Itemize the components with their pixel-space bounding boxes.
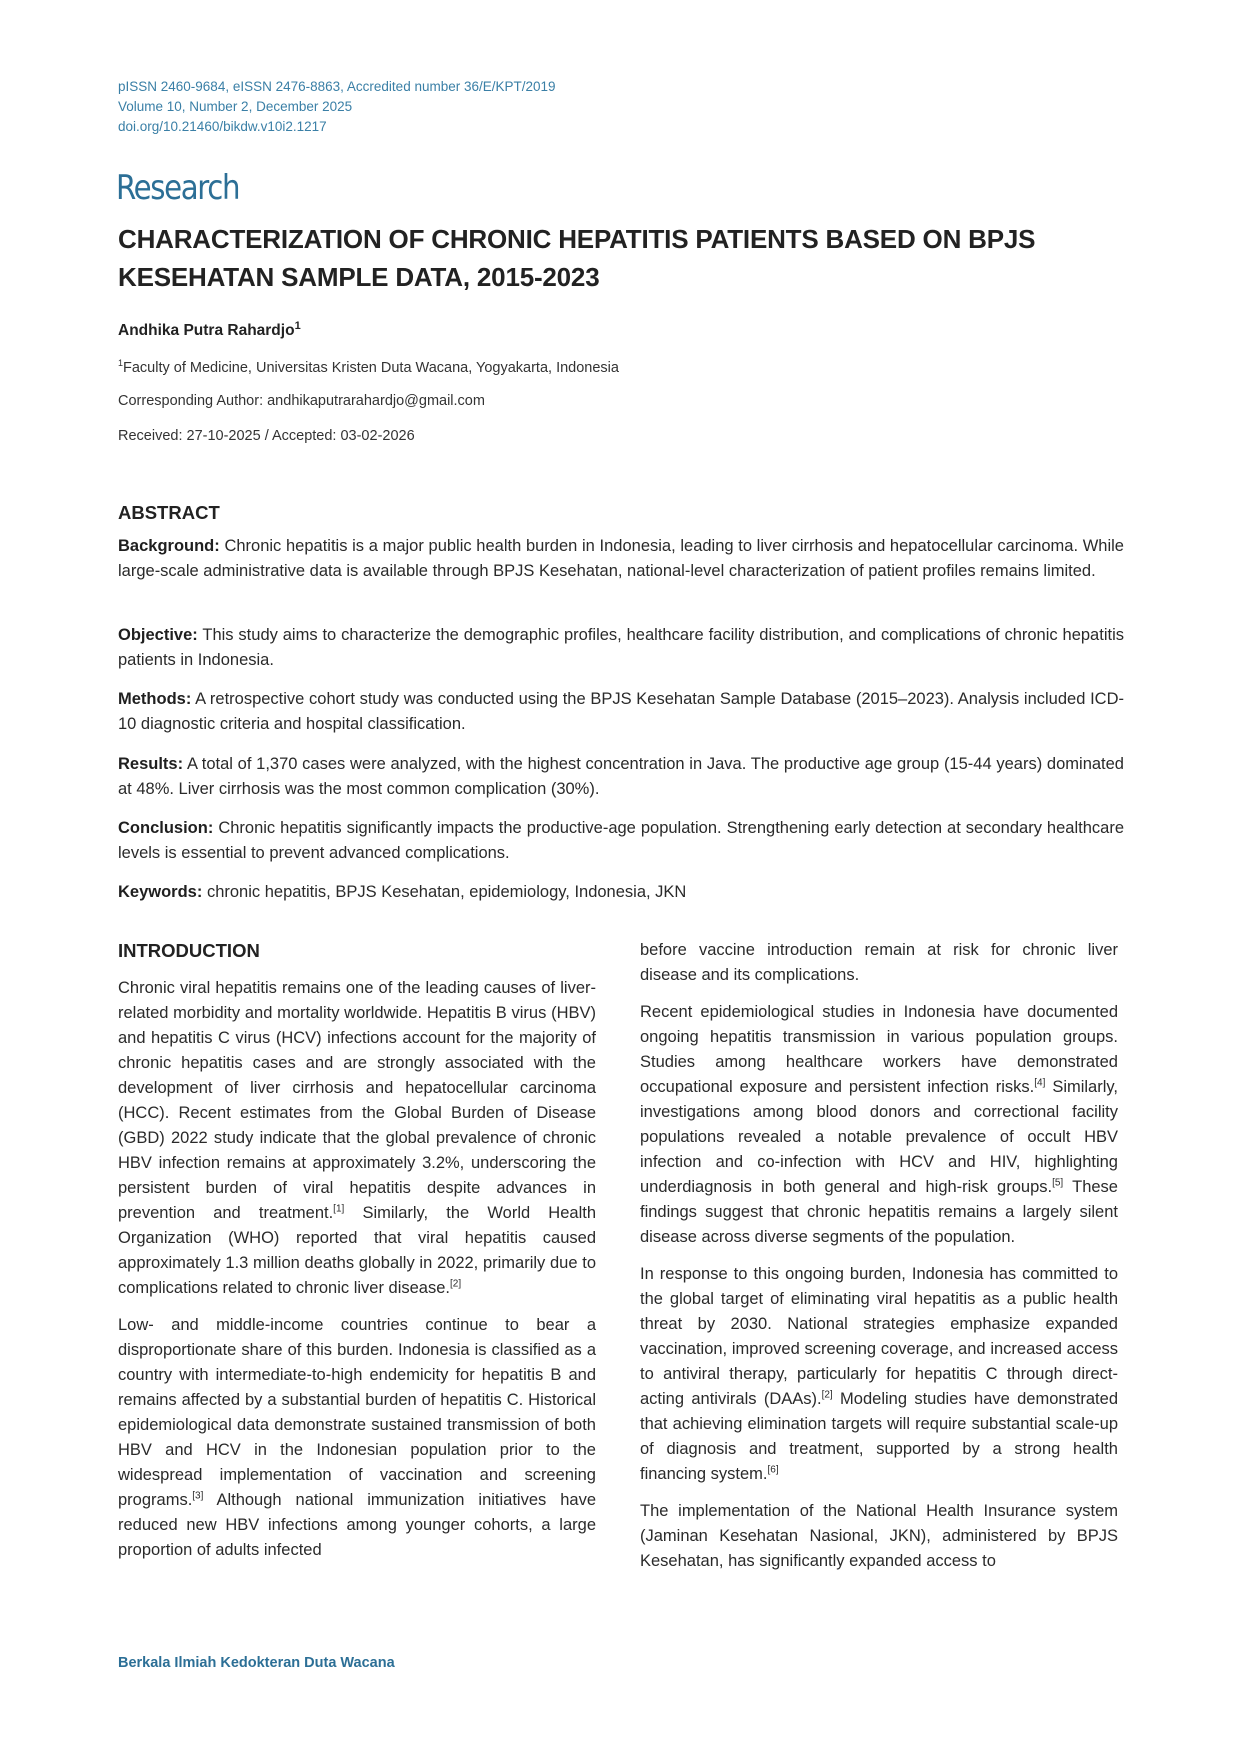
- citation-2[interactable]: [2]: [450, 1278, 462, 1290]
- introduction-heading: INTRODUCTION: [118, 940, 260, 961]
- journal-meta: [118, 77, 556, 137]
- text: Recent epidemiological studies in Indonesia have documented ongoing hepatitis transmission in various population groups. Studies among healthcare workers have demonstrated occupational exposure and persistent infection risks.: [640, 1003, 1118, 1096]
- left-column: [118, 976, 596, 1575]
- citation-1[interactable]: [1]: [333, 1203, 345, 1215]
- citation-6[interactable]: [6]: [767, 1464, 779, 1476]
- abstract-conclusion: [118, 816, 1124, 866]
- corresponding-author: Corresponding Author: andhikaputrarahardjo@gmail.com: [118, 393, 485, 409]
- abstract-methods: [118, 687, 1124, 737]
- text: In response to this ongoing burden, Indonesia has committed to the global target of eliminating viral hepatitis as a public health threat by 2030. National strategies emphasize expanded vaccination, improved screening coverage, and increased access to antiviral therapy, particularly for hepatitis C through direct-acting antivirals (DAAs).: [640, 1265, 1118, 1408]
- right-column: [640, 938, 1118, 1586]
- text: Similarly, the World Health Organization (WHO) reported that viral hepatitis caused approximately 1.3 million deaths globally in 2022, primarily due to complications related to chronic liver disease.: [118, 1204, 596, 1297]
- label: Methods:: [118, 690, 192, 708]
- text: Modeling studies have demonstrated that achieving elimination targets will require substantial scale-up of diagnosis and treatment, supported by a strong health financing system.: [640, 1390, 1118, 1483]
- label: Results:: [118, 755, 184, 773]
- label: Background:: [118, 537, 220, 555]
- author-sup: 1: [294, 320, 301, 332]
- text: chronic hepatitis, BPJS Kesehatan, epidemiology, Indonesia, JKN: [206, 883, 687, 901]
- abstract-objective: [118, 623, 1124, 673]
- citation-4[interactable]: [4]: [1034, 1077, 1046, 1089]
- text: These findings suggest that chronic hepatitis remains a largely silent disease across diverse segments of the population.: [640, 1178, 1118, 1246]
- intro-paragraph-1: [118, 976, 596, 1301]
- journal-footer: Berkala Ilmiah Kedokteran Duta Wacana: [118, 1655, 395, 1671]
- text: Chronic hepatitis significantly impacts the productive-age population. Strengthening early detection at secondary healthcare levels is essential to prevent advanced complications.: [118, 819, 1124, 862]
- author-name-text: Andhika Putra Rahardjo: [118, 322, 295, 340]
- intro-paragraph-3: before vaccine introduction remain at risk for chronic liver disease and its complications.: [640, 941, 1118, 984]
- doi-link[interactable]: doi.org/10.21460/bikdw.v10i2.1217: [118, 119, 327, 134]
- text: Chronic hepatitis is a major public health burden in Indonesia, leading to liver cirrhosis and hepatocellular carcinoma. While large-scale administrative data is available through BPJS Kesehatan, national-level characterization of patient profiles remains limited.: [118, 537, 1124, 580]
- affiliation-text: Faculty of Medicine, Universitas Kristen Duta Wacana, Yogyakarta, Indonesia: [123, 359, 619, 376]
- issn-line: pISSN 2460-9684, eISSN 2476-8863, Accredited number 36/E/KPT/2019: [118, 79, 556, 94]
- label: Conclusion:: [118, 819, 214, 837]
- paper-title: CHARACTERIZATION OF CHRONIC HEPATITIS PATIENTS BASED ON BPJS KESEHATAN SAMPLE DATA, 2015-2023: [118, 224, 1036, 292]
- abstract-background: [118, 534, 1124, 584]
- abstract-results: [118, 752, 1124, 802]
- intro-paragraph-4: [640, 1000, 1118, 1250]
- volume-line: Volume 10, Number 2, December 2025: [118, 99, 353, 114]
- received-accepted-dates: Received: 27-10-2025 / Accepted: 03-02-2026: [118, 428, 415, 444]
- abstract-keywords: [118, 880, 1124, 905]
- label: Keywords:: [118, 883, 203, 901]
- intro-paragraph-6: The implementation of the National Health Insurance system (Jaminan Kesehatan Nasional, JKN), administered by BPJS Kesehatan, has significantly expanded access to: [640, 1502, 1118, 1570]
- text: A total of 1,370 cases were analyzed, with the highest concentration in Java. The productive age group (15-44 years) dominated at 48%. Liver cirrhosis was the most common complication (30%).: [118, 755, 1124, 798]
- author-name: [118, 320, 301, 340]
- intro-paragraph-2: [118, 1313, 596, 1563]
- text: Low- and middle-income countries continue to bear a disproportionate share of this burden. Indonesia is classified as a country with intermediate-to-high endemicity for hepatitis B and remains affected by a substantial burden of hepatitis C. Historical epidemiological data demonstrate sustained transmission of both HBV and HCV in the Indonesian population prior to the widespread implementation of vaccination and screening programs.: [118, 1316, 596, 1509]
- abstract-heading: ABSTRACT: [118, 502, 220, 523]
- text: Similarly, investigations among blood donors and correctional facility populations revealed a notable prevalence of occult HBV infection and co-infection with HCV and HIV, highlighting underdiagnosis in both general and high-risk groups.: [640, 1078, 1119, 1196]
- text: This study aims to characterize the demographic profiles, healthcare facility distribution, and complications of chronic hepatitis patients in Indonesia.: [118, 626, 1124, 669]
- text: Chronic viral hepatitis remains one of the leading causes of liver-related morbidity and mortality worldwide. Hepatitis B virus (HBV) and hepatitis C virus (HCV) infections account for the majority of chronic hepatitis cases and are strongly associated with the development of liver cirrhosis and hepatocellular carcinoma (HCC). Recent estimates from the Global Burden of Disease (GBD) 2022 study indicate that the global prevalence of chronic HBV infection remains at approximately 3.2%, underscoring the persistent burden of viral hepatitis despite advances in prevention and treatment.: [118, 979, 596, 1222]
- text: Although national immunization initiatives have reduced new HBV infections among younger cohorts, a large proportion of adults infected: [118, 1491, 596, 1559]
- citation-5[interactable]: [5]: [1052, 1177, 1064, 1189]
- affiliation: [118, 358, 619, 376]
- text: A retrospective cohort study was conducted using the BPJS Kesehatan Sample Database (2015–2023). Analysis included ICD-10 diagnostic criteria and hospital classification.: [118, 690, 1124, 733]
- label: Objective:: [118, 626, 198, 644]
- citation-3[interactable]: [3]: [192, 1490, 204, 1502]
- section-tag: Research: [116, 168, 240, 208]
- citation-2[interactable]: [2]: [821, 1389, 833, 1401]
- intro-paragraph-5: [640, 1262, 1118, 1487]
- affiliation-sup: 1: [118, 358, 124, 368]
